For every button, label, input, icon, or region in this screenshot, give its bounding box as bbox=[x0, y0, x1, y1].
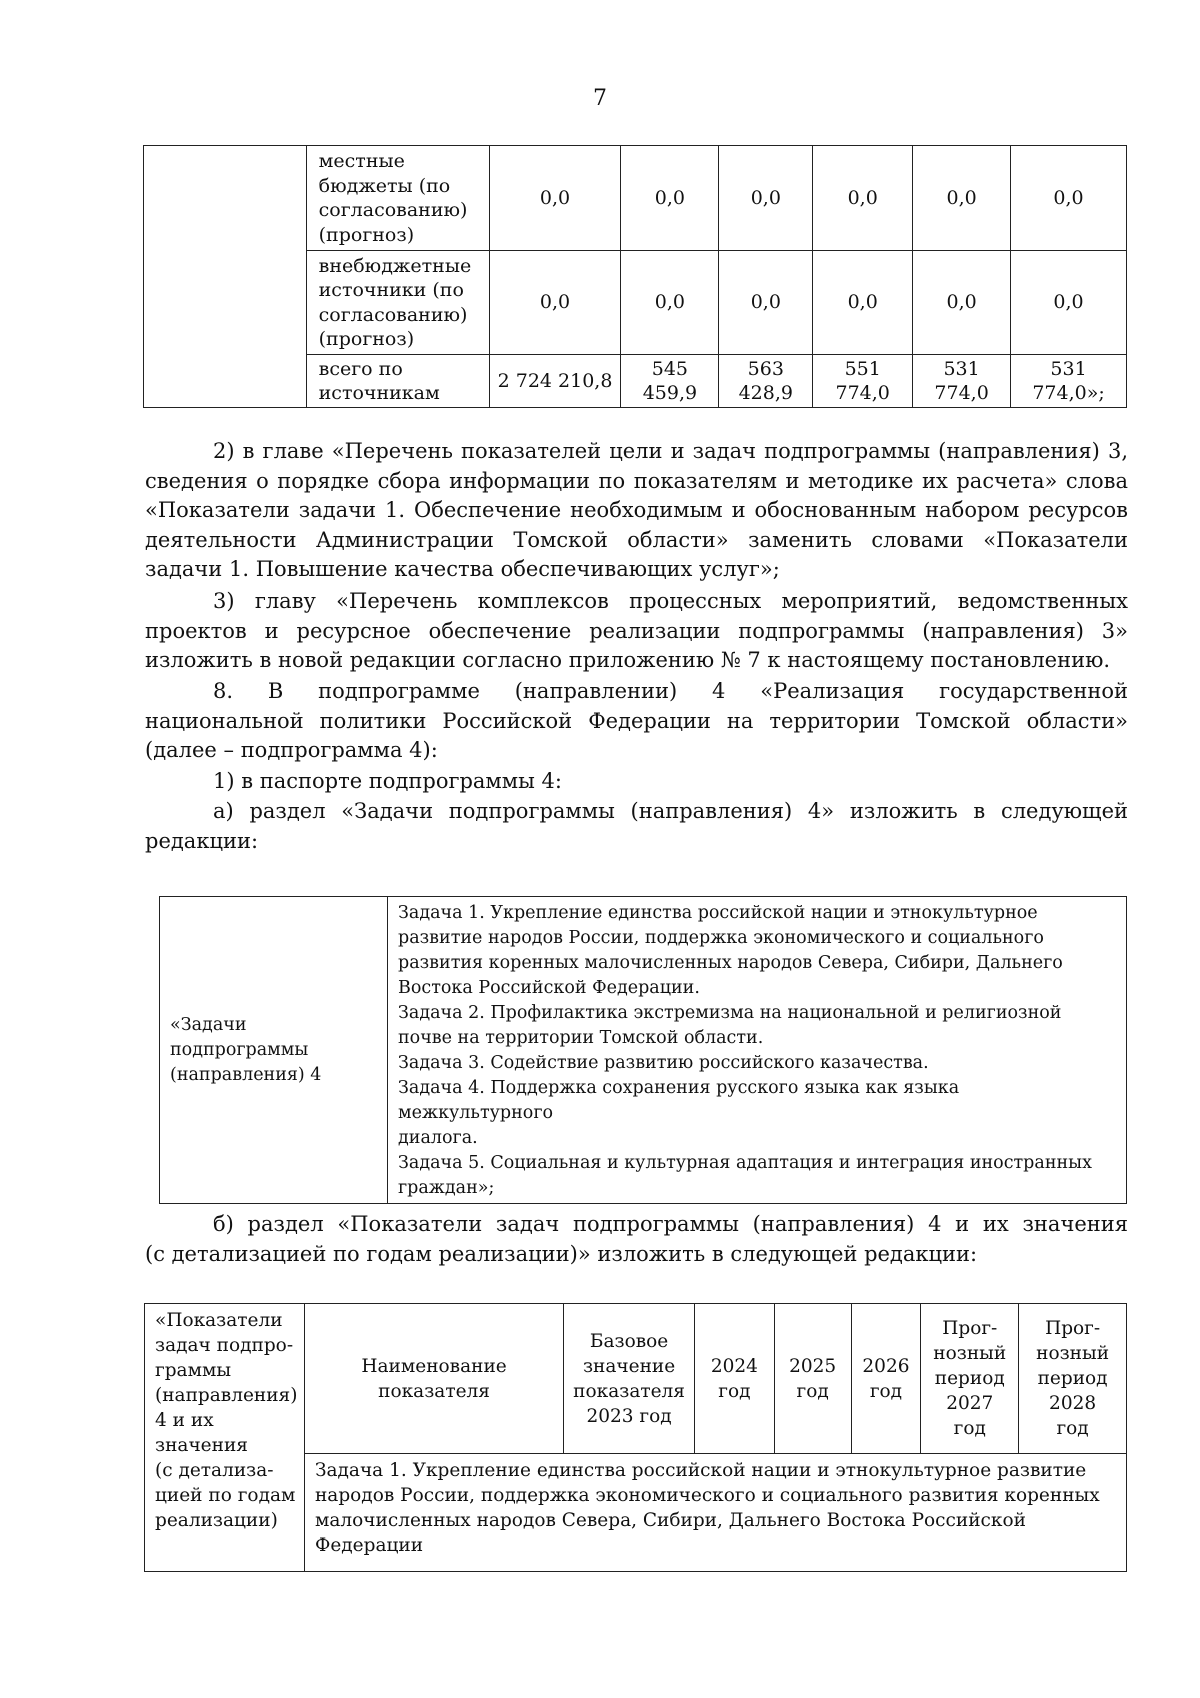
page-number: 7 bbox=[593, 86, 607, 111]
tasks-text: Задача 1. Укрепление единства российской нации и этнокультурное развитие народов России, поддержка экономического и социального развития коренных малочисленных народов Севера, Сибири, Дальнего Востока Российской Федерации. Задача 2. Профилактика экстремизма на национальной и религиозной почве на территории Томской области. Задача 3. Содействие развитию российского казачества. Задача 4. Поддержка сохранения русского языка как языка межкультурного диалога. Задача 5. Социальная и культурная адаптация и интеграция иностранных граждан»; bbox=[388, 897, 1127, 1204]
total-value: 551 774,0 bbox=[813, 355, 913, 408]
header-2026: 2026 год bbox=[851, 1304, 921, 1454]
tasks-label: «Задачи подпрограммы (направления) 4 bbox=[160, 897, 388, 1204]
value-cell: 0,0 bbox=[1011, 146, 1127, 251]
value-cell: 0,0 bbox=[813, 251, 913, 355]
value-cell: 0,0 bbox=[813, 146, 913, 251]
paragraph-b: б) раздел «Показатели задач подпрограммы (направления) 4 и их значения (с детализацией по годам реализации)» изложить в следующей редакции: bbox=[145, 1212, 1128, 1266]
paragraph-8: 8. В подпрограмме (направлении) 4 «Реализация государственной национальной политики Российской Федерации на территории Томской области» (далее – подпрограмма 4): bbox=[145, 679, 1128, 762]
header-indicator-name: Наименование показателя bbox=[304, 1304, 563, 1454]
table-row bbox=[160, 897, 1127, 1204]
table-row bbox=[144, 146, 1127, 251]
value-cell: 0,0 bbox=[621, 146, 719, 251]
source-label: внебюджетные источники (по согласованию) (прогноз) bbox=[306, 251, 489, 355]
financing-table bbox=[143, 145, 1127, 408]
header-forecast-2028: Прог- нозный период 2028 год bbox=[1019, 1304, 1127, 1454]
value-cell: 0,0 bbox=[1011, 251, 1127, 355]
empty-cell bbox=[144, 146, 307, 408]
total-value: 531 774,0»; bbox=[1011, 355, 1127, 408]
value-cell: 0,0 bbox=[489, 251, 621, 355]
total-value: 545 459,9 bbox=[621, 355, 719, 408]
paragraph-passport: 1) в паспорте подпрограммы 4: bbox=[213, 769, 562, 793]
total-value: 2 724 210,8 bbox=[489, 355, 621, 408]
indicators-label: «Показатели задач подпро- граммы (направления) 4 и их значения (с детализа- цией по годам реализации) bbox=[145, 1304, 305, 1572]
indicators-table bbox=[144, 1303, 1127, 1572]
header-2024: 2024 год bbox=[695, 1304, 775, 1454]
header-forecast-2027: Прог- нозный период 2027 год bbox=[921, 1304, 1019, 1454]
paragraph-2: 2) в главе «Перечень показателей цели и задач подпрограммы (направления) 3, сведения о порядке сбора информации по показателям и методике их расчета» слова «Показатели задачи 1. Обеспечение необходимым и обоснованным набором ресурсов деятельности Администрации Томской области» заменить словами «Показатели задачи 1. Повышение качества обеспечивающих услуг»; bbox=[145, 439, 1128, 581]
total-value: 531 774,0 bbox=[913, 355, 1011, 408]
header-row bbox=[145, 1304, 1127, 1454]
paragraph-3: 3) главу «Перечень комплексов процессных мероприятий, ведомственных проектов и ресурсное обеспечение реализации подпрограммы (направления) 3» изложить в новой редакции согласно приложению № 7 к настоящему постановлению. bbox=[145, 589, 1128, 672]
value-cell: 0,0 bbox=[913, 146, 1011, 251]
value-cell: 0,0 bbox=[489, 146, 621, 251]
total-label: всего по источникам bbox=[306, 355, 489, 408]
value-cell: 0,0 bbox=[719, 251, 813, 355]
paragraph-a: а) раздел «Задачи подпрограммы (направления) 4» изложить в следующей редакции: bbox=[145, 799, 1128, 853]
source-label: местные бюджеты (по согласованию) (прогноз) bbox=[306, 146, 489, 251]
header-2025: 2025 год bbox=[774, 1304, 851, 1454]
total-value: 563 428,9 bbox=[719, 355, 813, 408]
task-1-text: Задача 1. Укрепление единства российской нации и этнокультурное развитие народов России, поддержка экономического и социального развития коренных малочисленных народов Севера, Сибири, Дальнего Востока Российской Федерации bbox=[304, 1454, 1126, 1572]
value-cell: 0,0 bbox=[913, 251, 1011, 355]
value-cell: 0,0 bbox=[719, 146, 813, 251]
tasks-table bbox=[159, 896, 1127, 1204]
value-cell: 0,0 bbox=[621, 251, 719, 355]
header-base-value: Базовое значение показателя 2023 год bbox=[564, 1304, 695, 1454]
